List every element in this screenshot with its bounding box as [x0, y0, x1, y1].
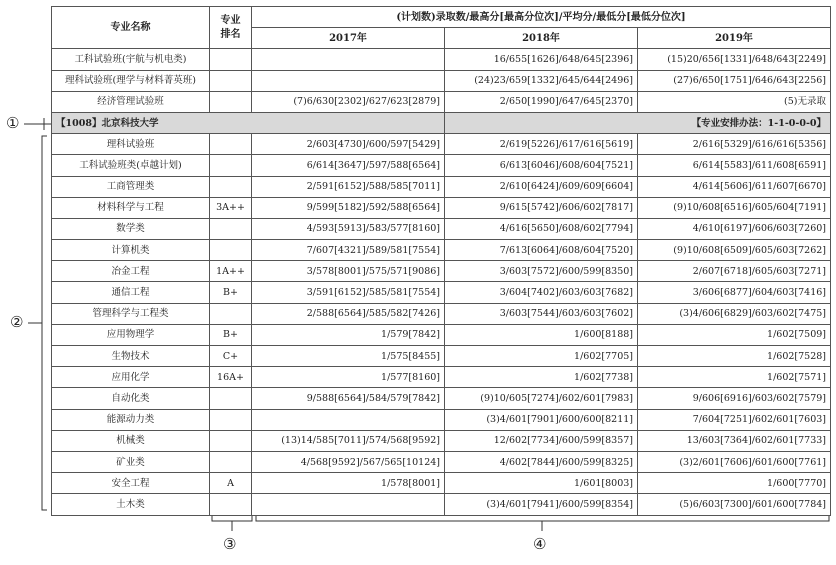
major-name-cell: 冶金工程 — [52, 261, 210, 282]
major-name-cell: 工科试验班(宇航与机电类) — [52, 49, 210, 70]
score-2018-cell: 4/602[7844]/600/599[8325] — [445, 451, 638, 472]
score-2017-cell: 4/568[9592]/567/565[10124] — [252, 451, 445, 472]
major-name-cell: 计算机类 — [52, 240, 210, 261]
marker-4-brace — [256, 516, 829, 521]
score-2017-cell: 6/614[3647]/597/588[6564] — [252, 155, 445, 176]
score-2017-cell: 9/599[5182]/592/588[6564] — [252, 197, 445, 218]
major-name-cell: 理科试验班(理学与材料菁英班) — [52, 70, 210, 91]
score-2018-cell: 4/616[5650]/608/602[7794] — [445, 218, 638, 239]
score-2018-cell: 2/610[6424]/609/609[6604] — [445, 176, 638, 197]
score-2018-cell: 7/613[6064]/608/604[7520] — [445, 240, 638, 261]
score-2019-cell: 7/604[7251]/602/601[7603] — [638, 409, 831, 430]
major-name-cell: 生物技术 — [52, 346, 210, 367]
marker-2-brace — [42, 136, 47, 510]
score-2019-cell: 2/607[6718]/605/603[7271] — [638, 261, 831, 282]
marker-1: ① — [6, 114, 20, 132]
score-2017-cell: 7/607[4321]/589/581[7554] — [252, 240, 445, 261]
score-2018-cell: (3)4/601[7941]/600/599[8354] — [445, 494, 638, 515]
marker-4: ④ — [533, 535, 547, 553]
marker-3-brace — [212, 516, 252, 521]
header-year-2018: 2018年 — [445, 28, 638, 49]
score-2017-cell: 2/588[6564]/585/582[7426] — [252, 303, 445, 324]
major-name-cell: 材料科学与工程 — [52, 197, 210, 218]
score-2019-cell: (3)4/606[6829]/603/602[7475] — [638, 303, 831, 324]
header-group-title: (计划数)录取数/最高分[最高分位次]/平均分/最低分[最低分位次] — [252, 7, 831, 28]
score-2017-cell: (7)6/630[2302]/627/623[2879] — [252, 91, 445, 112]
score-2017-cell: 1/578[8001] — [252, 473, 445, 494]
score-2018-cell: 3/603[7572]/600/599[8350] — [445, 261, 638, 282]
score-2017-cell: 2/591[6152]/588/585[7011] — [252, 176, 445, 197]
score-2018-cell: (9)10/605[7274]/602/601[7983] — [445, 388, 638, 409]
major-rank-cell: 3A++ — [210, 197, 252, 218]
score-2019-cell: (15)20/656[1331]/648/643[2249] — [638, 49, 831, 70]
header-year-2019: 2019年 — [638, 28, 831, 49]
major-name-cell: 工商管理类 — [52, 176, 210, 197]
score-2017-cell: 1/579[7842] — [252, 324, 445, 345]
major-name-cell: 矿业类 — [52, 451, 210, 472]
score-2018-cell: 1/602[7705] — [445, 346, 638, 367]
major-name-cell: 能源动力类 — [52, 409, 210, 430]
score-2018-cell: 2/619[5226]/617/616[5619] — [445, 134, 638, 155]
major-name-cell: 应用物理学 — [52, 324, 210, 345]
score-2019-cell: (5)无录取 — [638, 91, 831, 112]
score-2018-cell: 6/613[6046]/608/604[7521] — [445, 155, 638, 176]
score-2017-cell: (13)14/585[7011]/574/568[9592] — [252, 430, 445, 451]
score-2019-cell: (5)6/603[7300]/601/600[7784] — [638, 494, 831, 515]
score-2019-cell: 9/606[6916]/603/602[7579] — [638, 388, 831, 409]
score-2017-cell: 1/577[8160] — [252, 367, 445, 388]
major-name-cell: 理科试验班 — [52, 134, 210, 155]
major-name-cell: 自动化类 — [52, 388, 210, 409]
major-rank-cell: 1A++ — [210, 261, 252, 282]
major-name-cell: 数学类 — [52, 218, 210, 239]
score-2018-cell: 2/650[1990]/647/645[2370] — [445, 91, 638, 112]
score-2018-cell: 1/600[8188] — [445, 324, 638, 345]
score-2018-cell: 12/602[7734]/600/599[8357] — [445, 430, 638, 451]
score-2017-cell: 3/578[8001]/575/571[9086] — [252, 261, 445, 282]
score-2019-cell: (9)10/608[6516]/605/604[7191] — [638, 197, 831, 218]
score-2019-cell: 1/602[7509] — [638, 324, 831, 345]
marker-2: ② — [10, 313, 24, 331]
score-2019-cell: (3)2/601[7606]/601/600[7761] — [638, 451, 831, 472]
major-name-cell: 经济管理试验班 — [52, 91, 210, 112]
score-2019-cell: 1/602[7571] — [638, 367, 831, 388]
score-2017-cell: 4/593[5913]/583/577[8160] — [252, 218, 445, 239]
score-2017-cell: 1/575[8455] — [252, 346, 445, 367]
score-2019-cell: 6/614[5583]/611/608[6591] — [638, 155, 831, 176]
score-2019-cell: 4/614[5606]/611/607[6670] — [638, 176, 831, 197]
score-2018-cell: 3/604[7402]/603/603[7682] — [445, 282, 638, 303]
major-name-cell: 机械类 — [52, 430, 210, 451]
major-rank-cell: A — [210, 473, 252, 494]
score-2017-cell: 3/591[6152]/585/581[7554] — [252, 282, 445, 303]
major-name-cell: 土木类 — [52, 494, 210, 515]
score-2019-cell: 4/610[6197]/606/603[7260] — [638, 218, 831, 239]
score-2018-cell: (3)4/601[7901]/600/600[8211] — [445, 409, 638, 430]
major-rank-cell: C+ — [210, 346, 252, 367]
marker-3: ③ — [223, 535, 237, 553]
score-2019-cell: (27)6/650[1751]/646/643[2256] — [638, 70, 831, 91]
score-2019-cell: 2/616[5329]/616/616[5356] — [638, 134, 831, 155]
score-2018-cell: (24)23/659[1332]/645/644[2496] — [445, 70, 638, 91]
major-name-cell: 安全工程 — [52, 473, 210, 494]
score-2018-cell: 1/602[7738] — [445, 367, 638, 388]
score-2019-cell: 13/603[7364]/602/601[7733] — [638, 430, 831, 451]
score-2019-cell: (9)10/608[6509]/605/603[7262] — [638, 240, 831, 261]
major-rank-cell: B+ — [210, 324, 252, 345]
header-major-name: 专业名称 — [52, 7, 210, 49]
major-name-cell: 通信工程 — [52, 282, 210, 303]
score-2017-cell: 2/603[4730]/600/597[5429] — [252, 134, 445, 155]
score-2019-cell: 1/600[7770] — [638, 473, 831, 494]
score-2019-cell: 3/606[6877]/604/603[7416] — [638, 282, 831, 303]
header-year-2017: 2017年 — [252, 28, 445, 49]
major-name-cell: 工科试验班类(卓越计划) — [52, 155, 210, 176]
score-2018-cell: 3/603[7544]/603/603[7602] — [445, 303, 638, 324]
major-rank-cell: B+ — [210, 282, 252, 303]
score-2018-cell: 9/615[5742]/606/602[7817] — [445, 197, 638, 218]
score-2019-cell: 1/602[7528] — [638, 346, 831, 367]
major-name-cell: 应用化学 — [52, 367, 210, 388]
major-name-cell: 管理科学与工程类 — [52, 303, 210, 324]
score-2018-cell: 1/601[8003] — [445, 473, 638, 494]
score-2017-cell: 9/588[6564]/584/579[7842] — [252, 388, 445, 409]
header-rank-text: 专业 排名 — [220, 14, 241, 40]
university-name: 【1008】北京科技大学 — [52, 112, 445, 133]
major-rank-cell: 16A+ — [210, 367, 252, 388]
university-arrangement: 【专业安排办法：1-1-0-0-0】 — [445, 112, 831, 133]
score-2018-cell: 16/655[1626]/648/645[2396] — [445, 49, 638, 70]
